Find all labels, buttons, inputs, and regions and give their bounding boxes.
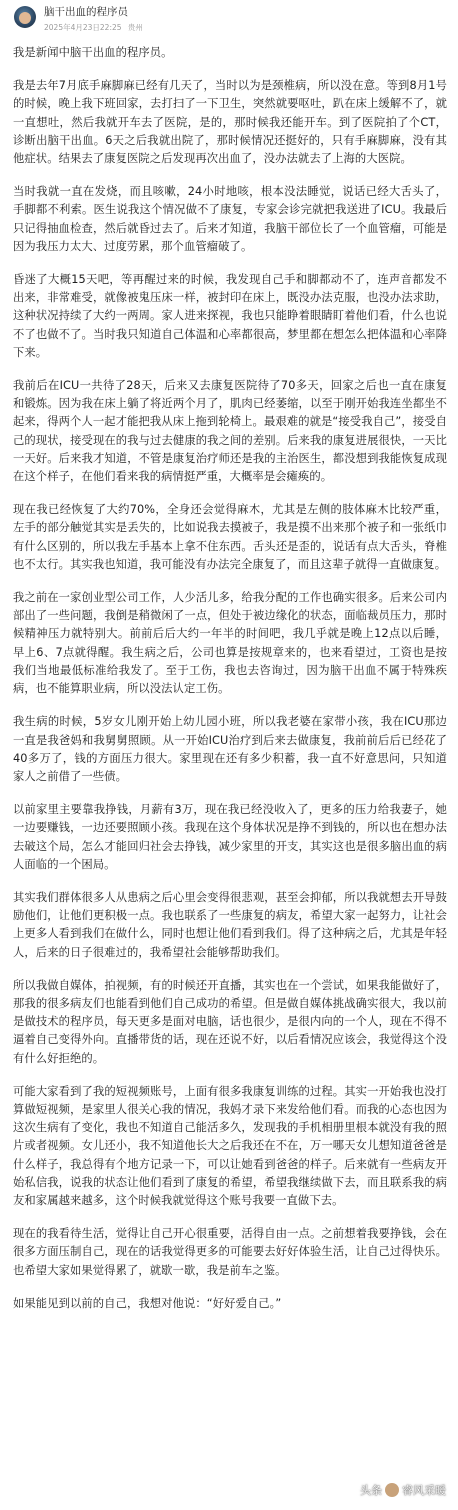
post-meta — [44, 22, 147, 33]
paragraph: 我生病的时候，5岁女儿刚开始上幼儿园小班，所以我老婆在家带小孩，我在ICU那边一直是我爸妈和我舅舅照顾。从一开始ICU治疗到后来去做康复，我前前后后已经花了40多万了，钱的方面压力很大。家里现在还有多少积蓄，我一直不好意思问，只知道家人之前借了一些债。 — [13, 715, 447, 783]
paragraph: 现在我已经恢复了大约70%，全身还会觉得麻木，尤其是左侧的肢体麻木比较严重，左手的部分触觉其实是丢失的，比如说我去摸被子，我是摸不出来那个被子和一张纸巾有什么区别的，所以我左手基本上拿不住东西。舌头还是歪的，说话有点大舌头，脊椎也不太行。其实我也知道，我可能没有办法完全康复了，而且这辈子就得一直做康复。 — [13, 503, 447, 571]
paragraph: 我是去年7月底手麻脚麻已经有几天了，当时以为是颈椎病，所以没在意。等到8月1号的时候，晚上我下班回家，去打扫了一下卫生，突然就要呕吐，趴在床上缓解不了，就一直想吐，然后我就开车去了医院，是的，那时候我还能开车。到了医院拍了个CT，诊断出脑干出血。6天之后我就出院了，那时候情况还挺好的，只有手麻脚麻，没有其他症状。结果去了康复医院之后发现再次出血了，没办法就去了上海的大医院。 — [13, 79, 447, 166]
paragraph: 我是新闻中脑干出血的程序员。 — [13, 46, 173, 59]
author-avatar[interactable] — [14, 6, 36, 28]
watermark-avatar-icon — [385, 1483, 399, 1497]
paragraph: 其实我们群体很多人从患病之后心里会变得很悲观，甚至会抑郁，所以我就想去开导鼓励他们，让他们更积极一点。我也联系了一些康复的病友，希望大家一起努力，让社会上更多人看到我们在做什么，同时也想让他们看到我们。得了这种病之后，尤其是年轻人，后来的日子很难过的，我希望社会能够帮助我们。 — [13, 890, 447, 959]
paragraph: 所以我做自媒体，拍视频，有的时候还开直播，其实也在一个尝试，如果我能做好了，那我的很多病友们也能看到他们自己成功的希望。但是做自媒体挑战确实很大，我以前是做技术的程序员，每天更多是面对电脑，话也很少，是很内向的一个人，现在不得不逼着自己变得外向。直播带货的话，现在还说不好，以后看情况应该会，我觉得这个没有什么好拒绝的。 — [13, 978, 447, 1065]
post-location: 贵州 — [127, 23, 143, 32]
source-watermark — [360, 1482, 446, 1498]
post-body — [13, 44, 447, 1328]
paragraph: 昏迷了大概15天吧，等再醒过来的时候，我发现自己手和脚都动不了，连声音都发不出来，非常难受，就像被鬼压床一样，被封印在床上，既没办法克服，也没办法求助，这种状况持续了大约一两周。家人进来探视，我也只能睁着眼睛盯着他们看，什么也说不了也做不了。当时我只知道自己体温和心率都很高，梦里都在想怎么把体温和心率降下来。 — [13, 273, 447, 359]
watermark-handle: 睿风采暖 — [402, 1484, 446, 1497]
author-name[interactable]: 脑干出血的程序员 — [44, 6, 128, 18]
paragraph: 我前后在ICU一共待了28天，后来又去康复医院待了70多天，回家之后也一直在康复和锻炼。因为我在床上躺了将近两个月了，肌肉已经萎缩，以至于刚开始我连坐都坐不起来，得两个人一起才能把我从床上拖到轮椅上。最艰难的就是“接受我自己”，接受自己的现状，接受现在的我与过去健康的我之间的差别。后来我的康复进展很快，一天比一天好。后来我才知道，不管是康复治疗师还是我的主治医生，都没想到我能恢复成现在这个样子，在他们看来我的病情挺严重，大概率是会瘫痪的。 — [13, 379, 447, 484]
paragraph: 我之前在一家创业型公司工作，人少活儿多，给我分配的工作也确实很多。后来公司内部出了一些问题，我倒是稍微闲了一点，但处于被边缘化的状态，面临裁员压力，那时候精神压力就特别大。前前后后大约一年半的时间吧，我几乎就是晚上12点以后睡，早上6、7点就得醒。我生病之后，公司也算是按规章来的，也来看望过，工资也是按我们当地最低标准给我发了。至于工伤，我也去咨询过，因为脑干出血不属于特殊疾病，也不能算职业病，所以没法认定工伤。 — [13, 591, 447, 696]
post-date: 2025年4月23日22:25 — [44, 23, 122, 32]
paragraph: 当时我就一直在发烧，而且咳嗽，24小时地咳，根本没法睡觉，说话已经大舌头了，手脚都不利索。医生说我这个情况做不了康复，专家会诊完就把我送进了ICU。我最后只记得抽血检查，然后就昏过去了。后来才知道，我脑干部位长了一个血管瘤，可能是因为我压力太大、过度劳累，那个血管瘤破了。 — [13, 185, 447, 253]
paragraph: 现在的我看待生活，觉得让自己开心很重要，活得自由一点。之前想着我要挣钱，会在很多方面压制自己，现在的话我觉得更多的可能要去好好体验生活，让自己过得快乐。也希望大家如果觉得累了，就歇一歇，我是前车之鉴。 — [13, 1227, 447, 1277]
post-header — [0, 0, 458, 40]
watermark-prefix: 头条 — [360, 1484, 382, 1497]
paragraph: 如果能见到以前的自己，我想对他说：“好好爱自己。” — [13, 1296, 282, 1310]
paragraph: 可能大家看到了我的短视频账号，上面有很多我康复训练的过程。其实一开始我也没打算做短视频，是家里人很关心我的情况，我妈才录下来发给他们看。而我的心态也因为这次生病有了变化，我也不知道自己能活多久，发现我的手机相册里根本就没有我的照片或者视频。女儿还小，我不知道他长大之后我还在不在，万一哪天女儿想知道爸爸是什么样子，我总得有个地方记录一下，可以让她看到爸爸的样子。后来就有一些病友开始私信我，说我的状态让他们看到了康复的希望，希望我继续做下去，而且联系我的病友和家属越来越多，这个时候我就觉得这个账号我要一直做下去。 — [13, 1084, 447, 1207]
paragraph: 以前家里主要靠我挣钱，月薪有3万，现在我已经没收入了，更多的压力给我妻子，她一边要赚钱，一边还要照顾小孩。我现在这个身体状况是挣不到钱的，所以也在想办法去破这个局，怎么才能回归社会去挣钱，减少家里的开支，其实这也是很多脑出血的病人面临的一个困局。 — [13, 803, 447, 871]
